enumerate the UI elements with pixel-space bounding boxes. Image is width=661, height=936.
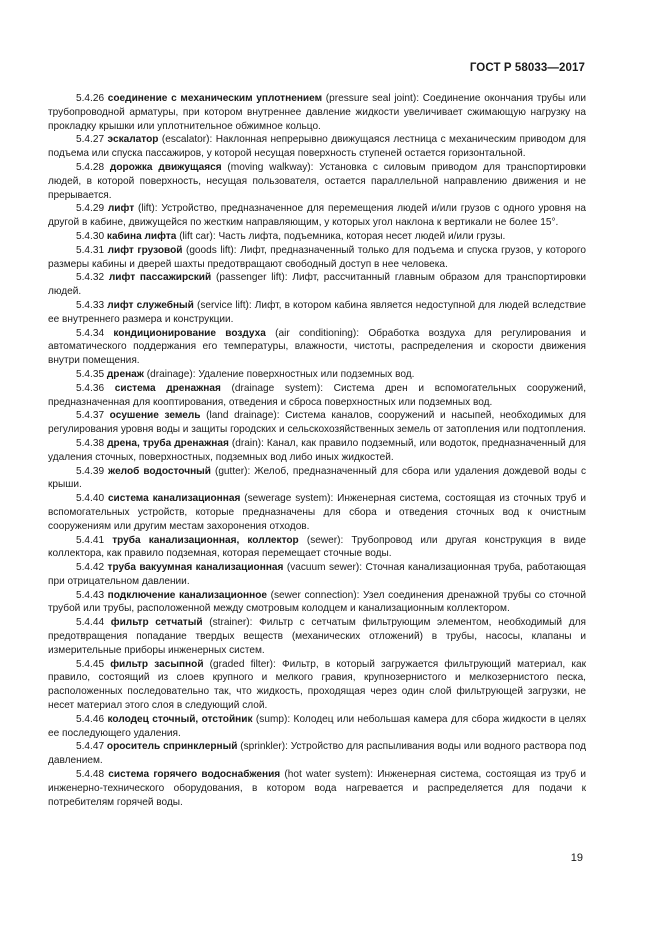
term-name: соединение с механическим уплотнением <box>107 93 323 104</box>
term-definition: (land drainage): Система каналов, сооружений и насыпей, необходимых для регулирования уровня воды и защиты городских и сельскохозяйственных земель от затопления или подтопления. <box>48 410 586 436</box>
term-name: кабина лифта <box>106 230 177 242</box>
term-entry <box>48 561 586 589</box>
term-name: кондиционирование воздуха <box>113 327 266 339</box>
term-number: 5.4.48 <box>76 769 105 781</box>
term-definition: (service lift): Лифт, в котором кабина является недоступной для людей вследствие ее внутреннего размера и конструкции. <box>48 299 587 325</box>
term-entry <box>48 409 586 437</box>
term-number: 5.4.32 <box>76 272 105 284</box>
term-name: лифт пассажирский <box>108 272 212 284</box>
term-definition: (pressure seal joint): Соединение окончания трубы или трубопроводной арматуры, при котором внутреннее давление жидкости увеличивает сжимающую нагрузку на прокладку крышки или уплотнительное обжимное кольцо. <box>48 93 586 132</box>
term-entry <box>48 437 586 465</box>
term-number: 5.4.42 <box>76 562 105 574</box>
term-name: ороситель спринклерный <box>106 741 238 753</box>
term-definition: (graded filter): Фильтр, в который загружается фильтрующий материал, как правило, состоящий из слоев крупного и мелкого гравия, крупнозернистого и мелкозернистого песка, расположенных последовательно так, что жидкость, проходящая через один слой фильтрующей загрузки, не несет материал этого слоя в следующий слой. <box>48 658 586 712</box>
term-entry <box>48 534 586 562</box>
term-definition: (sewer): Трубопровод или другая конструкция в виде коллектора, как правило подземная, которая перемещает сточные воды. <box>48 534 586 560</box>
term-entry <box>48 465 586 493</box>
term-entry <box>48 382 586 410</box>
term-number: 5.4.38 <box>76 437 105 449</box>
term-number: 5.4.43 <box>76 589 105 601</box>
term-definition: (sewer connection): Узел соединения дренажной трубы со сточной трубой или трубы, расположенной между смотровым колодцем и канализационным коллектором. <box>48 589 587 615</box>
term-entry <box>48 244 586 272</box>
term-name: желоб водосточный <box>108 465 211 477</box>
term-entry <box>48 368 586 382</box>
term-name: эскалатор <box>107 134 159 146</box>
term-entry <box>48 713 586 741</box>
term-definition: (gutter): Желоб, предназначенный для сбора или удаления дождевой воды с крыши. <box>48 465 586 491</box>
term-definition: (passenger lift): Лифт, рассчитанный главным образом для транспортировки людей. <box>48 272 586 298</box>
term-entry <box>48 230 586 244</box>
term-number: 5.4.29 <box>76 203 105 215</box>
term-definition: (sewerage system): Инженерная система, состоящая из сточных труб и вспомогательных устройств, которые предназначены для сбора и отведения сточных вод к очистным сооружениям или другим местам захоронения отходов. <box>48 493 586 532</box>
term-name: система канализационная <box>107 493 241 505</box>
term-definition: (drainage system): Система дрен и вспомогательных сооружений, предназначенная для кооптирования, отведения и сброса поверхностных или подземных вод. <box>48 382 586 408</box>
term-number: 5.4.45 <box>76 658 105 670</box>
standard-designation: ГОСТ Р 58033—2017 <box>469 62 585 74</box>
term-number: 5.4.27 <box>76 134 105 146</box>
term-number: 5.4.37 <box>76 410 105 422</box>
term-number: 5.4.34 <box>76 327 105 339</box>
term-number: 5.4.47 <box>76 741 105 753</box>
term-number: 5.4.31 <box>76 244 105 256</box>
term-name: лифт <box>107 203 135 215</box>
term-name: система дренажная <box>114 382 221 394</box>
term-definition: (vacuum sewer): Сточная канализационная труба, работающая при отрицательном давлении. <box>48 562 586 587</box>
term-number: 5.4.26 <box>76 93 105 104</box>
page-number: 19 <box>570 852 583 864</box>
term-definition: (moving walkway): Установка с силовым приводом для транспортировки людей, в которой поверхность, несущая пользователя, остается параллельной направлению движения и не прерывается. <box>48 161 586 201</box>
term-definition: (escalator): Наклонная непрерывно движущаяся лестница с механическим приводом для подъема или спуска пассажиров, у которой несущая поверхность ступеней остается горизонтальной. <box>48 134 586 160</box>
term-definition: (goods lift): Лифт, предназначенный только для подъема и спуска грузов, у которого размеры кабины и дверей шахты предотвращают свободный доступ в нее человека. <box>48 244 586 270</box>
term-entry <box>48 133 586 161</box>
term-number: 5.4.35 <box>76 368 105 380</box>
term-definition: (strainer): Фильтр с сетчатым фильтрующим элементом, необходимый для предотвращения попадание твердых веществ (механических отложений) в трубы, насосы, клапаны и измерительные приборы инженерных систем. <box>48 617 586 656</box>
term-number: 5.4.28 <box>76 161 105 173</box>
term-name: дрена, труба дренажная <box>107 437 229 449</box>
term-name: дорожка движущаяся <box>109 161 222 173</box>
term-definition: (sump): Колодец или небольшая камера для сбора жидкости в целях ее последующего удаления. <box>48 713 586 739</box>
term-number: 5.4.30 <box>76 230 105 242</box>
term-entry <box>48 202 586 230</box>
term-number: 5.4.39 <box>76 465 105 477</box>
term-definition: (sprinkler): Устройство для распыливания воды или водного раствора под давлением. <box>48 741 587 767</box>
term-number: 5.4.41 <box>76 534 105 546</box>
term-entry <box>48 161 586 202</box>
term-entry <box>48 768 586 809</box>
term-name: дренаж <box>106 368 144 380</box>
term-name: труба канализационная, коллектор <box>112 534 299 546</box>
term-number: 5.4.33 <box>76 299 105 311</box>
term-entry <box>48 271 586 299</box>
term-name: труба вакуумная канализационная <box>107 562 284 574</box>
term-number: 5.4.40 <box>76 493 105 505</box>
term-entry <box>48 740 586 768</box>
term-entry <box>48 492 586 533</box>
term-name: осушение земель <box>109 410 201 422</box>
term-name: лифт грузовой <box>107 244 183 256</box>
term-definition: (drainage): Удаление поверхностных или подземных вод. <box>143 368 415 380</box>
term-definition: (drain): Канал, как правило подземный, или водоток, предназначенный для удаления сточных, поверхностных, подземных вод либо иных жидкостей. <box>48 437 586 463</box>
term-entry <box>48 327 586 368</box>
term-entry <box>48 92 586 133</box>
term-entry <box>48 658 586 713</box>
term-name: фильтр сетчатый <box>110 617 203 629</box>
term-name: система горячего водоснабжения <box>108 769 281 781</box>
term-number: 5.4.44 <box>76 617 105 629</box>
term-definition: (lift): Устройство, предназначенное для перемещения людей и/или грузов с одного уровня на другой в кабине, движущейся по жестким направляющим, у которых угол наклона к вертикали не более 15°. <box>48 203 586 229</box>
term-entry <box>48 616 586 657</box>
term-name: колодец сточный, отстойник <box>107 713 253 725</box>
term-number: 5.4.46 <box>76 713 105 725</box>
term-entry <box>48 589 586 617</box>
term-name: лифт служебный <box>107 299 194 311</box>
term-entry <box>48 299 586 327</box>
term-number: 5.4.36 <box>76 382 105 394</box>
term-definition: (hot water system): Инженерная система, состоящая из труб и инженерно-технического оборудования, в котором вода нагревается и распределяется для подачи к потребителям горячей воды. <box>48 769 586 808</box>
terms-list <box>48 92 586 809</box>
term-name: фильтр засыпной <box>110 658 204 670</box>
term-definition: (air conditioning): Обработка воздуха для регулирования и автоматического поддержания его температуры, влажности, чистоты, распределения и скорости движения внутри помещения. <box>48 327 586 367</box>
term-definition: (lift car): Часть лифта, подъемника, которая несет людей и/или грузы. <box>176 230 506 242</box>
term-name: подключение канализационное <box>107 589 268 601</box>
